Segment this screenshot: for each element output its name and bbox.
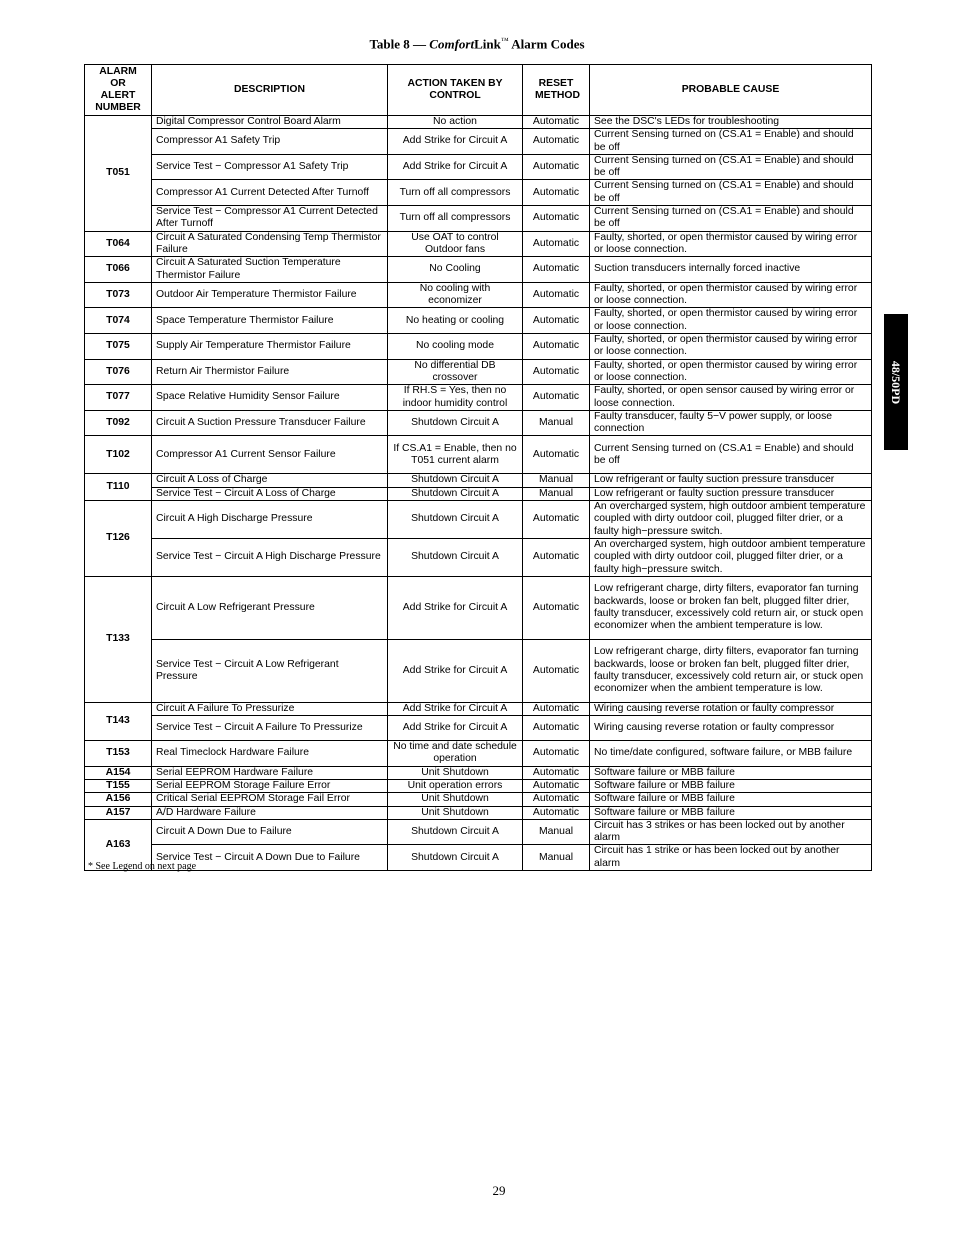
probable-cause-cell: Current Sensing turned on (CS.A1 = Enable) and should be off [590, 206, 872, 232]
table-header-row [85, 65, 872, 116]
alarm-code-cell: A156 [85, 793, 152, 806]
table-row [85, 206, 872, 232]
reset-method-cell: Automatic [523, 741, 590, 767]
description-cell: Compressor A1 Current Detected After Turnoff [152, 180, 388, 206]
probable-cause-cell: Circuit has 1 strike or has been locked out by another alarm [590, 845, 872, 871]
action-cell: No cooling with economizer [388, 282, 523, 308]
reset-method-cell: Automatic [523, 129, 590, 155]
table-row [85, 487, 872, 500]
alarm-code-cell: T074 [85, 308, 152, 334]
table-row [85, 129, 872, 155]
table-title [0, 36, 954, 52]
probable-cause-cell: Faulty, shorted, or open thermistor caused by wiring error or loose connection. [590, 334, 872, 360]
header-alarm-number: ALARM OR ALERT NUMBER [85, 65, 152, 116]
table-row [85, 819, 872, 845]
action-cell: If CS.A1 = Enable, then no T051 current alarm [388, 436, 523, 474]
description-cell: Space Temperature Thermistor Failure [152, 308, 388, 334]
alarm-code-cell: T102 [85, 436, 152, 474]
table-row [85, 716, 872, 741]
reset-method-cell: Automatic [523, 116, 590, 129]
table-row [85, 702, 872, 715]
action-cell: Unit Shutdown [388, 793, 523, 806]
alarm-code-cell: T155 [85, 779, 152, 792]
table-title-prefix: Table 8 — [369, 36, 430, 52]
footnote: * See Legend on next page [88, 861, 197, 872]
description-cell: Service Test − Circuit A Low Refrigerant Pressure [152, 639, 388, 702]
table-title-suffix: Alarm Codes [508, 36, 585, 52]
table-row [85, 639, 872, 702]
reset-method-cell: Automatic [523, 806, 590, 819]
action-cell: No heating or cooling [388, 308, 523, 334]
table-row [85, 474, 872, 487]
probable-cause-cell: Faulty, shorted, or open thermistor caused by wiring error or loose connection. [590, 231, 872, 257]
action-cell: Shutdown Circuit A [388, 538, 523, 576]
table-row [85, 793, 872, 806]
table-row [85, 282, 872, 308]
table-title-bold: Link [474, 36, 501, 52]
action-cell: Shutdown Circuit A [388, 474, 523, 487]
description-cell: A/D Hardware Failure [152, 806, 388, 819]
reset-method-cell: Automatic [523, 180, 590, 206]
reset-method-cell: Automatic [523, 576, 590, 639]
probable-cause-cell: See the DSC's LEDs for troubleshooting [590, 116, 872, 129]
action-cell: No cooling mode [388, 334, 523, 360]
alarm-code-cell: A157 [85, 806, 152, 819]
probable-cause-cell: Wiring causing reverse rotation or faulty compressor [590, 716, 872, 741]
action-cell: Add Strike for Circuit A [388, 702, 523, 715]
description-cell: Service Test − Circuit A Loss of Charge [152, 487, 388, 500]
action-cell: Shutdown Circuit A [388, 845, 523, 871]
action-cell: Shutdown Circuit A [388, 487, 523, 500]
probable-cause-cell: No time/date configured, software failure, or MBB failure [590, 741, 872, 767]
probable-cause-cell: Circuit has 3 strikes or has been locked out by another alarm [590, 819, 872, 845]
alarm-code-cell: T066 [85, 257, 152, 283]
alarm-code-cell: T073 [85, 282, 152, 308]
description-cell: Real Timeclock Hardware Failure [152, 741, 388, 767]
table-row [85, 845, 872, 871]
probable-cause-cell: Current Sensing turned on (CS.A1 = Enable) and should be off [590, 154, 872, 180]
reset-method-cell: Automatic [523, 766, 590, 779]
table-row [85, 576, 872, 639]
action-cell: No Cooling [388, 257, 523, 283]
table-row [85, 410, 872, 436]
description-cell: Circuit A Saturated Condensing Temp Thermistor Failure [152, 231, 388, 257]
alarm-code-cell: T075 [85, 334, 152, 360]
reset-method-cell: Automatic [523, 231, 590, 257]
table-row [85, 116, 872, 129]
description-cell: Service Test − Compressor A1 Current Detected After Turnoff [152, 206, 388, 232]
table-row [85, 180, 872, 206]
action-cell: Use OAT to control Outdoor fans [388, 231, 523, 257]
action-cell: No action [388, 116, 523, 129]
action-cell: Add Strike for Circuit A [388, 716, 523, 741]
action-cell: No time and date schedule operation [388, 741, 523, 767]
probable-cause-cell: Low refrigerant or faulty suction pressure transducer [590, 474, 872, 487]
table-row [85, 334, 872, 360]
description-cell: Circuit A Down Due to Failure [152, 819, 388, 845]
description-cell: Circuit A Low Refrigerant Pressure [152, 576, 388, 639]
table-row [85, 385, 872, 411]
description-cell: Circuit A Suction Pressure Transducer Failure [152, 410, 388, 436]
table-row [85, 436, 872, 474]
table-row [85, 308, 872, 334]
description-cell: Digital Compressor Control Board Alarm [152, 116, 388, 129]
probable-cause-cell: Software failure or MBB failure [590, 806, 872, 819]
action-cell: If RH.S = Yes, then no indoor humidity control [388, 385, 523, 411]
side-tab-label: 48/50PD [889, 360, 904, 404]
probable-cause-cell: Current Sensing turned on (CS.A1 = Enable) and should be off [590, 129, 872, 155]
reset-method-cell: Automatic [523, 436, 590, 474]
probable-cause-cell: Current Sensing turned on (CS.A1 = Enable) and should be off [590, 436, 872, 474]
reset-method-cell: Manual [523, 487, 590, 500]
probable-cause-cell: An overcharged system, high outdoor ambient temperature coupled with dirty outdoor coil, plugged filter drier, or a faulty high−pressure switch. [590, 538, 872, 576]
alarm-code-cell: T092 [85, 410, 152, 436]
probable-cause-cell: Faulty, shorted, or open thermistor caused by wiring error or loose connection. [590, 282, 872, 308]
alarm-code-cell: T126 [85, 501, 152, 577]
alarm-code-cell: T064 [85, 231, 152, 257]
probable-cause-cell: Low refrigerant charge, dirty filters, evaporator fan turning backwards, loose or broken fan belt, plugged filter drier, faulty transducer, excessively cold return air, or stuck open economizer when the ambient temperature is low. [590, 576, 872, 639]
probable-cause-cell: An overcharged system, high outdoor ambient temperature coupled with dirty outdoor coil, plugged filter drier, or a faulty high−pressure switch. [590, 501, 872, 539]
probable-cause-cell: Wiring causing reverse rotation or faulty compressor [590, 702, 872, 715]
alarm-code-cell: T051 [85, 116, 152, 232]
description-cell: Return Air Thermistor Failure [152, 359, 388, 385]
reset-method-cell: Manual [523, 819, 590, 845]
reset-method-cell: Automatic [523, 779, 590, 792]
table-row [85, 231, 872, 257]
description-cell: Serial EEPROM Hardware Failure [152, 766, 388, 779]
reset-method-cell: Automatic [523, 359, 590, 385]
probable-cause-cell: Faulty, shorted, or open thermistor caused by wiring error or loose connection. [590, 308, 872, 334]
table-row [85, 154, 872, 180]
alarm-code-cell: T077 [85, 385, 152, 411]
table-body [85, 116, 872, 871]
description-cell: Compressor A1 Safety Trip [152, 129, 388, 155]
probable-cause-cell: Faulty, shorted, or open sensor caused by wiring error or loose connection. [590, 385, 872, 411]
action-cell: Shutdown Circuit A [388, 410, 523, 436]
alarm-code-cell: T153 [85, 741, 152, 767]
action-cell: No differential DB crossover [388, 359, 523, 385]
description-cell: Critical Serial EEPROM Storage Fail Error [152, 793, 388, 806]
alarm-code-cell: A163 [85, 819, 152, 870]
reset-method-cell: Automatic [523, 154, 590, 180]
page-number: 29 [492, 1183, 506, 1198]
description-cell: Service Test − Circuit A Down Due to Failure [152, 845, 388, 871]
description-cell: Serial EEPROM Storage Failure Error [152, 779, 388, 792]
description-cell: Circuit A High Discharge Pressure [152, 501, 388, 539]
description-cell: Circuit A Saturated Suction Temperature Thermistor Failure [152, 257, 388, 283]
reset-method-cell: Automatic [523, 793, 590, 806]
header-description: DESCRIPTION [152, 65, 388, 116]
table-row [85, 779, 872, 792]
reset-method-cell: Automatic [523, 206, 590, 232]
action-cell: Add Strike for Circuit A [388, 639, 523, 702]
alarm-code-cell: A154 [85, 766, 152, 779]
probable-cause-cell: Current Sensing turned on (CS.A1 = Enable) and should be off [590, 180, 872, 206]
probable-cause-cell: Low refrigerant or faulty suction pressure transducer [590, 487, 872, 500]
reset-method-cell: Automatic [523, 385, 590, 411]
table-title-italic: Comfort [429, 36, 475, 52]
table-row [85, 501, 872, 539]
action-cell: Shutdown Circuit A [388, 501, 523, 539]
action-cell: Turn off all compressors [388, 180, 523, 206]
header-reset-method: RESET METHOD [523, 65, 590, 116]
alarm-code-cell: T110 [85, 474, 152, 501]
description-cell: Service Test − Circuit A Failure To Pressurize [152, 716, 388, 741]
reset-method-cell: Automatic [523, 639, 590, 702]
description-cell: Compressor A1 Current Sensor Failure [152, 436, 388, 474]
header-probable-cause: PROBABLE CAUSE [590, 65, 872, 116]
reset-method-cell: Automatic [523, 716, 590, 741]
action-cell: Unit Shutdown [388, 806, 523, 819]
trademark-symbol: ™ [500, 36, 509, 45]
header-action: ACTION TAKEN BY CONTROL [388, 65, 523, 116]
action-cell: Add Strike for Circuit A [388, 154, 523, 180]
reset-method-cell: Automatic [523, 538, 590, 576]
description-cell: Circuit A Failure To Pressurize [152, 702, 388, 715]
table-row [85, 766, 872, 779]
reset-method-cell: Automatic [523, 334, 590, 360]
reset-method-cell: Manual [523, 845, 590, 871]
side-tab [884, 314, 908, 450]
probable-cause-cell: Low refrigerant charge, dirty filters, evaporator fan turning backwards, loose or broken fan belt, plugged filter drier, faulty transducer, excessively cold return air, or stuck open economizer when the ambient temperature is low. [590, 639, 872, 702]
table-row [85, 806, 872, 819]
action-cell: Unit operation errors [388, 779, 523, 792]
reset-method-cell: Manual [523, 410, 590, 436]
description-cell: Supply Air Temperature Thermistor Failure [152, 334, 388, 360]
table-row [85, 257, 872, 283]
description-cell: Circuit A Loss of Charge [152, 474, 388, 487]
action-cell: Turn off all compressors [388, 206, 523, 232]
alarm-code-cell: T076 [85, 359, 152, 385]
action-cell: Add Strike for Circuit A [388, 576, 523, 639]
reset-method-cell: Automatic [523, 501, 590, 539]
action-cell: Unit Shutdown [388, 766, 523, 779]
action-cell: Shutdown Circuit A [388, 819, 523, 845]
reset-method-cell: Automatic [523, 282, 590, 308]
probable-cause-cell: Software failure or MBB failure [590, 793, 872, 806]
table-row [85, 741, 872, 767]
action-cell: Add Strike for Circuit A [388, 129, 523, 155]
reset-method-cell: Automatic [523, 702, 590, 715]
alarm-code-cell: T143 [85, 702, 152, 740]
description-cell: Service Test − Circuit A High Discharge Pressure [152, 538, 388, 576]
description-cell: Space Relative Humidity Sensor Failure [152, 385, 388, 411]
description-cell: Service Test − Compressor A1 Safety Trip [152, 154, 388, 180]
description-cell: Outdoor Air Temperature Thermistor Failure [152, 282, 388, 308]
table-row [85, 538, 872, 576]
probable-cause-cell: Software failure or MBB failure [590, 766, 872, 779]
reset-method-cell: Automatic [523, 257, 590, 283]
alarm-codes-table [84, 64, 872, 871]
table-row [85, 359, 872, 385]
probable-cause-cell: Suction transducers internally forced inactive [590, 257, 872, 283]
alarm-code-cell: T133 [85, 576, 152, 702]
probable-cause-cell: Faulty, shorted, or open thermistor caused by wiring error or loose connection. [590, 359, 872, 385]
probable-cause-cell: Faulty transducer, faulty 5−V power supply, or loose connection [590, 410, 872, 436]
reset-method-cell: Manual [523, 474, 590, 487]
probable-cause-cell: Software failure or MBB failure [590, 779, 872, 792]
reset-method-cell: Automatic [523, 308, 590, 334]
